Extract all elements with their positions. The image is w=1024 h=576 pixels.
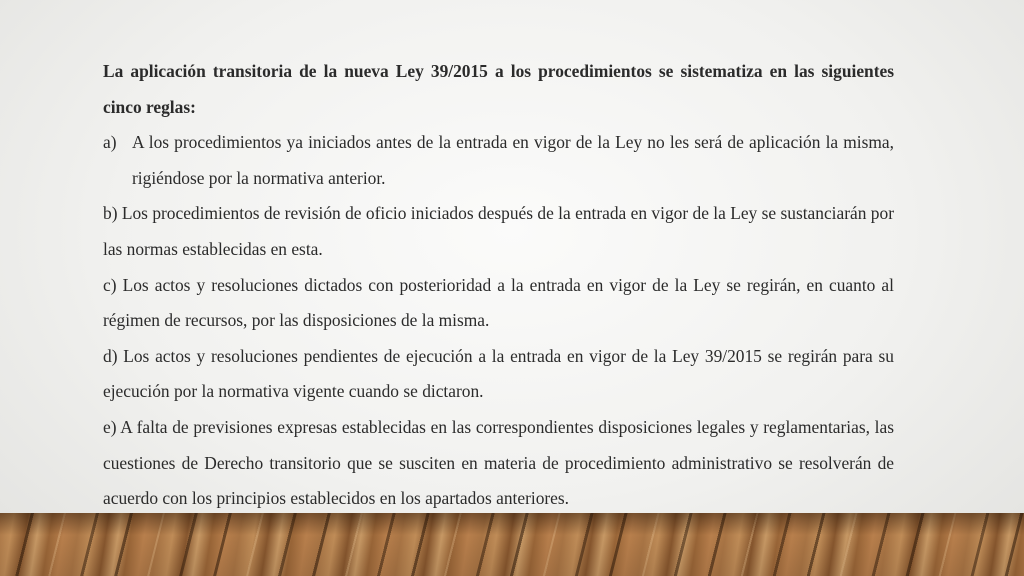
- rule-c: c) Los actos y resoluciones dictados con posterioridad a la entrada en vigor de la Ley se regirán, en cuanto al régimen de recursos, por las disposiciones de la misma.: [103, 274, 894, 331]
- slide-text-block: [103, 54, 894, 517]
- rule-e: e) A falta de previsiones expresas establecidas en las correspondientes disposiciones legales y reglamentarias, las cuestiones de Derecho transitorio que se susciten en materia de procedimiento administrativo se resolverán de acuerdo con los principios establecidos en los apartados anteriores.: [103, 416, 894, 509]
- rule-a: [103, 125, 894, 196]
- wood-floor-shade: [0, 513, 1024, 576]
- rule-a-marker: a): [103, 132, 117, 153]
- rule-d: d) Los actos y resoluciones pendientes de ejecución a la entrada en vigor de la Ley 39/2015 se regirán para su ejecución por la normativa vigente cuando se dictaron.: [103, 345, 894, 402]
- rule-a-text: A los procedimientos ya iniciados antes de la entrada en vigor de la Ley no les será de aplicación la misma, rigiéndose por la normativa anterior.: [132, 132, 894, 188]
- intro-paragraph: La aplicación transitoria de la nueva Ley 39/2015 a los procedimientos se sistematiza en las siguientes cinco reglas:: [103, 61, 894, 117]
- rule-b: b) Los procedimientos de revisión de oficio iniciados después de la entrada en vigor de la Ley se sustanciarán por las normas establecidas en esta.: [103, 203, 894, 259]
